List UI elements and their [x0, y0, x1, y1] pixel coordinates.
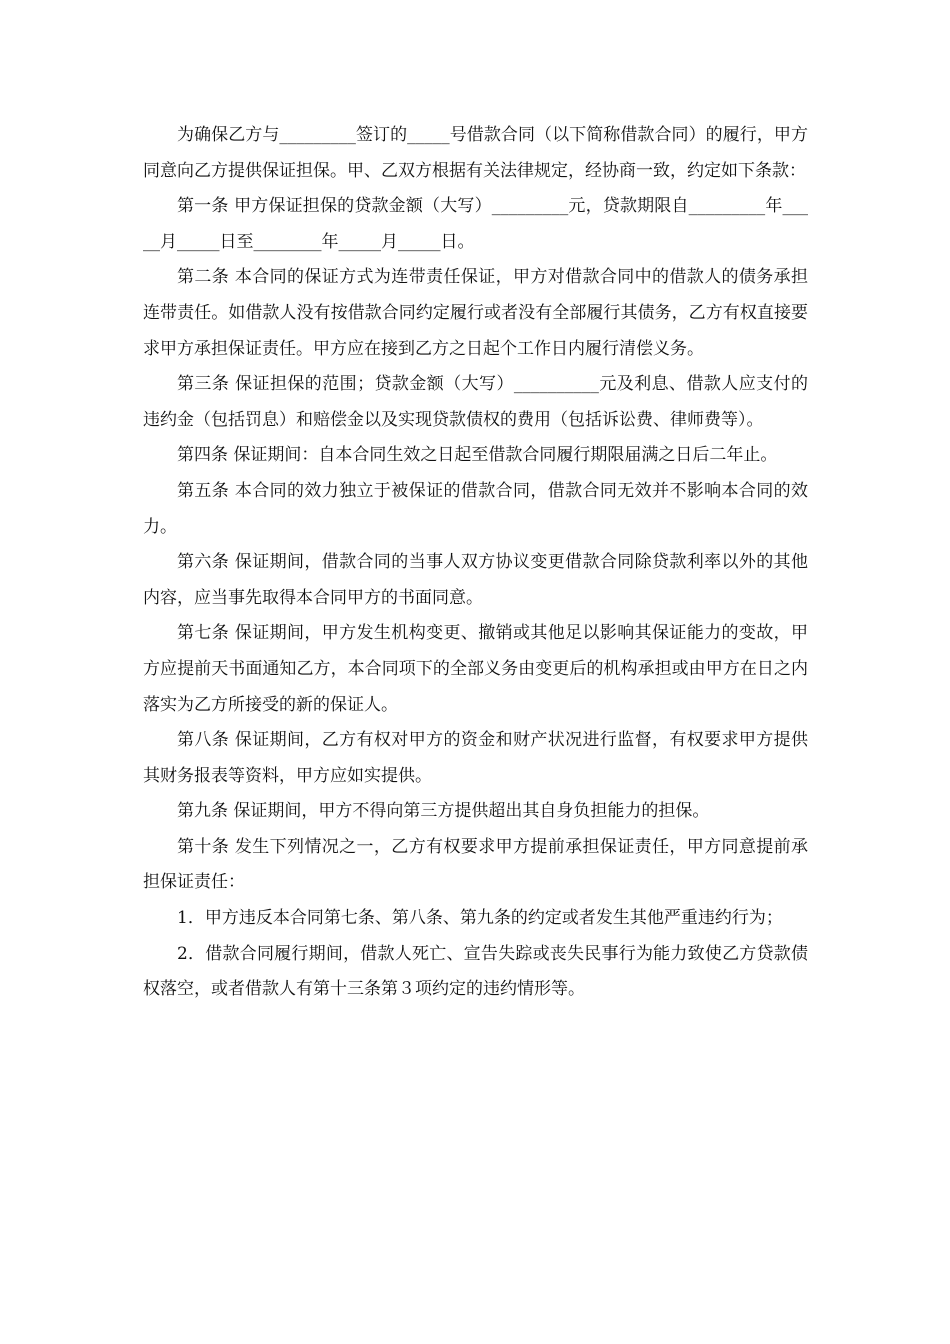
article-10-item-1: 1．甲方违反本合同第七条、第八条、第九条的约定或者发生其他严重违约行为； — [177, 908, 783, 929]
article-3: 第三条 保证担保的范围；贷款金额（大写）__________元及利息、借款人应支付的违约金（包括罚息）和赔偿金以及实现贷款债权的费用（包括诉讼费、律师费等）。 — [143, 374, 808, 430]
article-7: 第七条 保证期间，甲方发生机构变更、撤销或其他足以影响其保证能力的变故，甲方应提前天书面通知乙方，本合同项下的全部义务由变更后的机构承担或由甲方在日之内落实为乙方所接受的新的保证人。 — [143, 623, 808, 715]
document-body — [143, 118, 808, 1008]
article-8: 第八条 保证期间，乙方有权对甲方的资金和财产状况进行监督，有权要求甲方提供其财务报表等资料，甲方应如实提供。 — [143, 730, 808, 786]
article-2: 第二条 本合同的保证方式为连带责任保证，甲方对借款合同中的借款人的债务承担连带责任。如借款人没有按借款合同约定履行或者没有全部履行其债务，乙方有权直接要求甲方承担保证责任。甲方应在接到乙方之日起个工作日内履行清偿义务。 — [143, 267, 808, 359]
article-1: 第一条 甲方保证担保的贷款金额（大写）_________元，贷款期限自_________年_____月_____日至________年_____月_____日。 — [143, 196, 808, 252]
article-9: 第九条 保证期间，甲方不得向第三方提供超出其自身负担能力的担保。 — [177, 801, 710, 822]
article-5: 第五条 本合同的效力独立于被保证的借款合同，借款合同无效并不影响本合同的效力。 — [143, 480, 808, 537]
article-6: 第六条 保证期间，借款合同的当事人双方协议变更借款合同除贷款利率以外的其他内容，应当事先取得本合同甲方的书面同意。 — [143, 552, 808, 608]
article-4: 第四条 保证期间：自本合同生效之日起至借款合同履行期限届满之日后二年止。 — [177, 445, 778, 466]
article-10: 第十条 发生下列情况之一，乙方有权要求甲方提前承担保证责任，甲方同意提前承担保证责任： — [143, 836, 808, 893]
intro-paragraph: 为确保乙方与_________签订的_____号借款合同（以下简称借款合同）的履行，甲方同意向乙方提供保证担保。甲、乙双方根据有关法律规定，经协商一致，约定如下条款： — [143, 125, 808, 181]
article-10-item-2: 2．借款合同履行期间，借款人死亡、宣告失踪或丧失民事行为能力致使乙方贷款债权落空，或者借款人有第十三条第３项约定的违约情形等。 — [143, 943, 808, 1000]
